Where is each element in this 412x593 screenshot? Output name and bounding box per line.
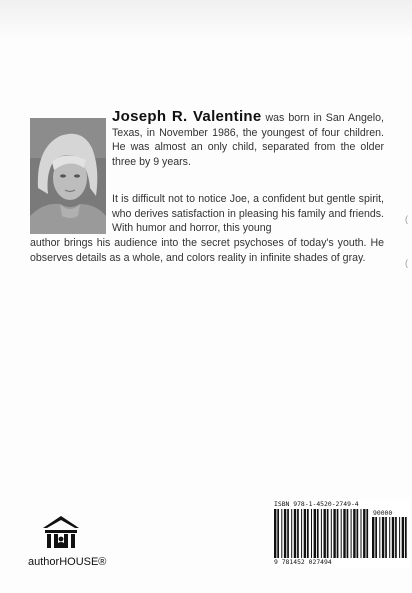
cover-top-shadow xyxy=(0,0,412,40)
publisher-logo xyxy=(28,514,106,572)
addon-barcode-bars xyxy=(372,517,408,558)
ean-barcode-bars xyxy=(274,509,370,558)
spine-edge-mark: ( xyxy=(405,214,408,224)
isbn-barcode xyxy=(272,500,410,568)
spine-edge-mark: ( xyxy=(405,258,408,268)
barcode-price-code: 90000 xyxy=(373,509,393,517)
barcode-digits: 9 781452 027494 xyxy=(274,558,332,566)
author-name: Joseph R. Valentine xyxy=(112,108,262,125)
author-photo xyxy=(30,118,106,234)
authorhouse-house-icon xyxy=(41,514,81,550)
author-bio-paragraph-2-continued: author brings his audience into the secret psychoses of today's youth. He observes details as a whole, and colors reality in infinite shades of gray. xyxy=(30,237,384,264)
publisher-wordmark: authorHOUSE® xyxy=(28,556,107,568)
author-bio-paragraph-2: It is difficult not to notice Joe, a confident but gentle spirit, who derives satisfaction in pleasing his family and friends. With humor and horror, this young xyxy=(112,193,384,235)
author-bio-paragraph-1 xyxy=(112,110,384,169)
bio-paragraph-1-text: was born in San Angelo, Texas, in November 1986, the youngest of four children. He was almost an only child, separated from the older three by 9 years. xyxy=(112,112,384,168)
isbn-number: ISBN 978-1-4520-2749-4 xyxy=(274,500,359,508)
